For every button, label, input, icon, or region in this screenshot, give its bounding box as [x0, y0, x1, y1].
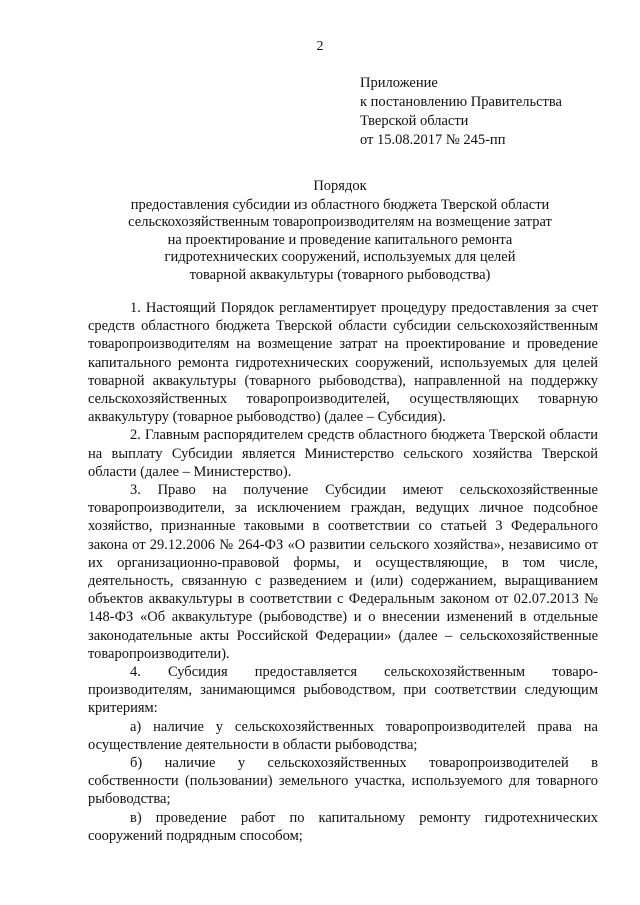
- title-line: гидротехнических сооружений, используемых для целей: [164, 249, 516, 266]
- appendix-line-date: от 15.08.2017 № 245-пп: [360, 132, 506, 148]
- appendix-header: [360, 74, 562, 150]
- title-line: сельскохозяйственным товаропроизводителям на возмещение затрат: [128, 214, 552, 231]
- paragraph-1: 1. Настоящий Порядок регламентирует процедуру предоставления за счет средств областного бюджета Тверской области субсидии сельскохозяйственным товаропроизводителям на возмещение затрат на проектирование и проведение капитального ремонта гидротехнических сооружений, используемых для целей товарной аквакультуры (товарного рыбоводства), направленной на поддержку сельскохозяйственных товаропроизводителей, осуществляющих товарную аквакультуру (товарное рыбоводство) (далее – Субсидия).: [88, 300, 598, 426]
- title-line: товарной аквакультуры (товарного рыбоводства): [189, 266, 491, 283]
- appendix-line-resolution: к постановлению Правительства: [360, 94, 562, 110]
- criterion-c: в) проведение работ по капитальному ремонту гидротехнических сооружений подрядным способом;: [88, 809, 598, 844]
- paragraph-4: 4. Субсидия предоставляется сельскохозяйственным товаро-производителям, занимающимся рыбоводством, при соответствии следующим критериям:: [88, 664, 598, 717]
- paragraph-3: 3. Право на получение Субсидии имеют сельскохозяйственные товаропроизводители, за исключением граждан, ведущих личное подсобное хозяйство, признанные таковыми в соответствии со статьей 3 Федерального закона от 29.12.2006 № 264-ФЗ «О развитии сельского хозяйства», независимо от их организационно-правовой формы, и осуществляющие, в том числе, деятельность, связанную с разведением и (или) содержанием, выращиванием объектов аквакультуры в соответствии с Федеральным законом от 02.07.2013 № 148-ФЗ «Об аквакультуре (рыбоводстве) и о внесении изменений в отдельные законодательные акты Российской Федерации» (далее – сельскохозяйственные товаропроизводители).: [88, 482, 598, 662]
- criterion-a: а) наличие у сельскохозяйственных товаропроизводителей права на осуществление деятельности в области рыбоводства;: [88, 718, 598, 753]
- document-body: [88, 299, 598, 845]
- title-line: предоставления субсидии из областного бюджета Тверской области: [130, 196, 550, 213]
- appendix-line-region: Тверской области: [360, 113, 469, 129]
- document-title: [96, 178, 584, 285]
- paragraph-2: 2. Главным распорядителем средств областного бюджета Тверской области на выплату Субсидии является Министерство сельского хозяйства Тверской области (далее – Министерство).: [88, 427, 598, 480]
- appendix-line-title: Приложение: [360, 75, 438, 91]
- title-line: на проектирование и проведение капитального ремонта: [167, 231, 513, 248]
- page-number: 2: [316, 39, 324, 54]
- title-heading: Порядок: [313, 178, 367, 194]
- criterion-b: б) наличие у сельскохозяйственных товаропроизводителей в собственности (пользовании) земельного участка, используемого для товарного рыбоводства;: [88, 755, 598, 808]
